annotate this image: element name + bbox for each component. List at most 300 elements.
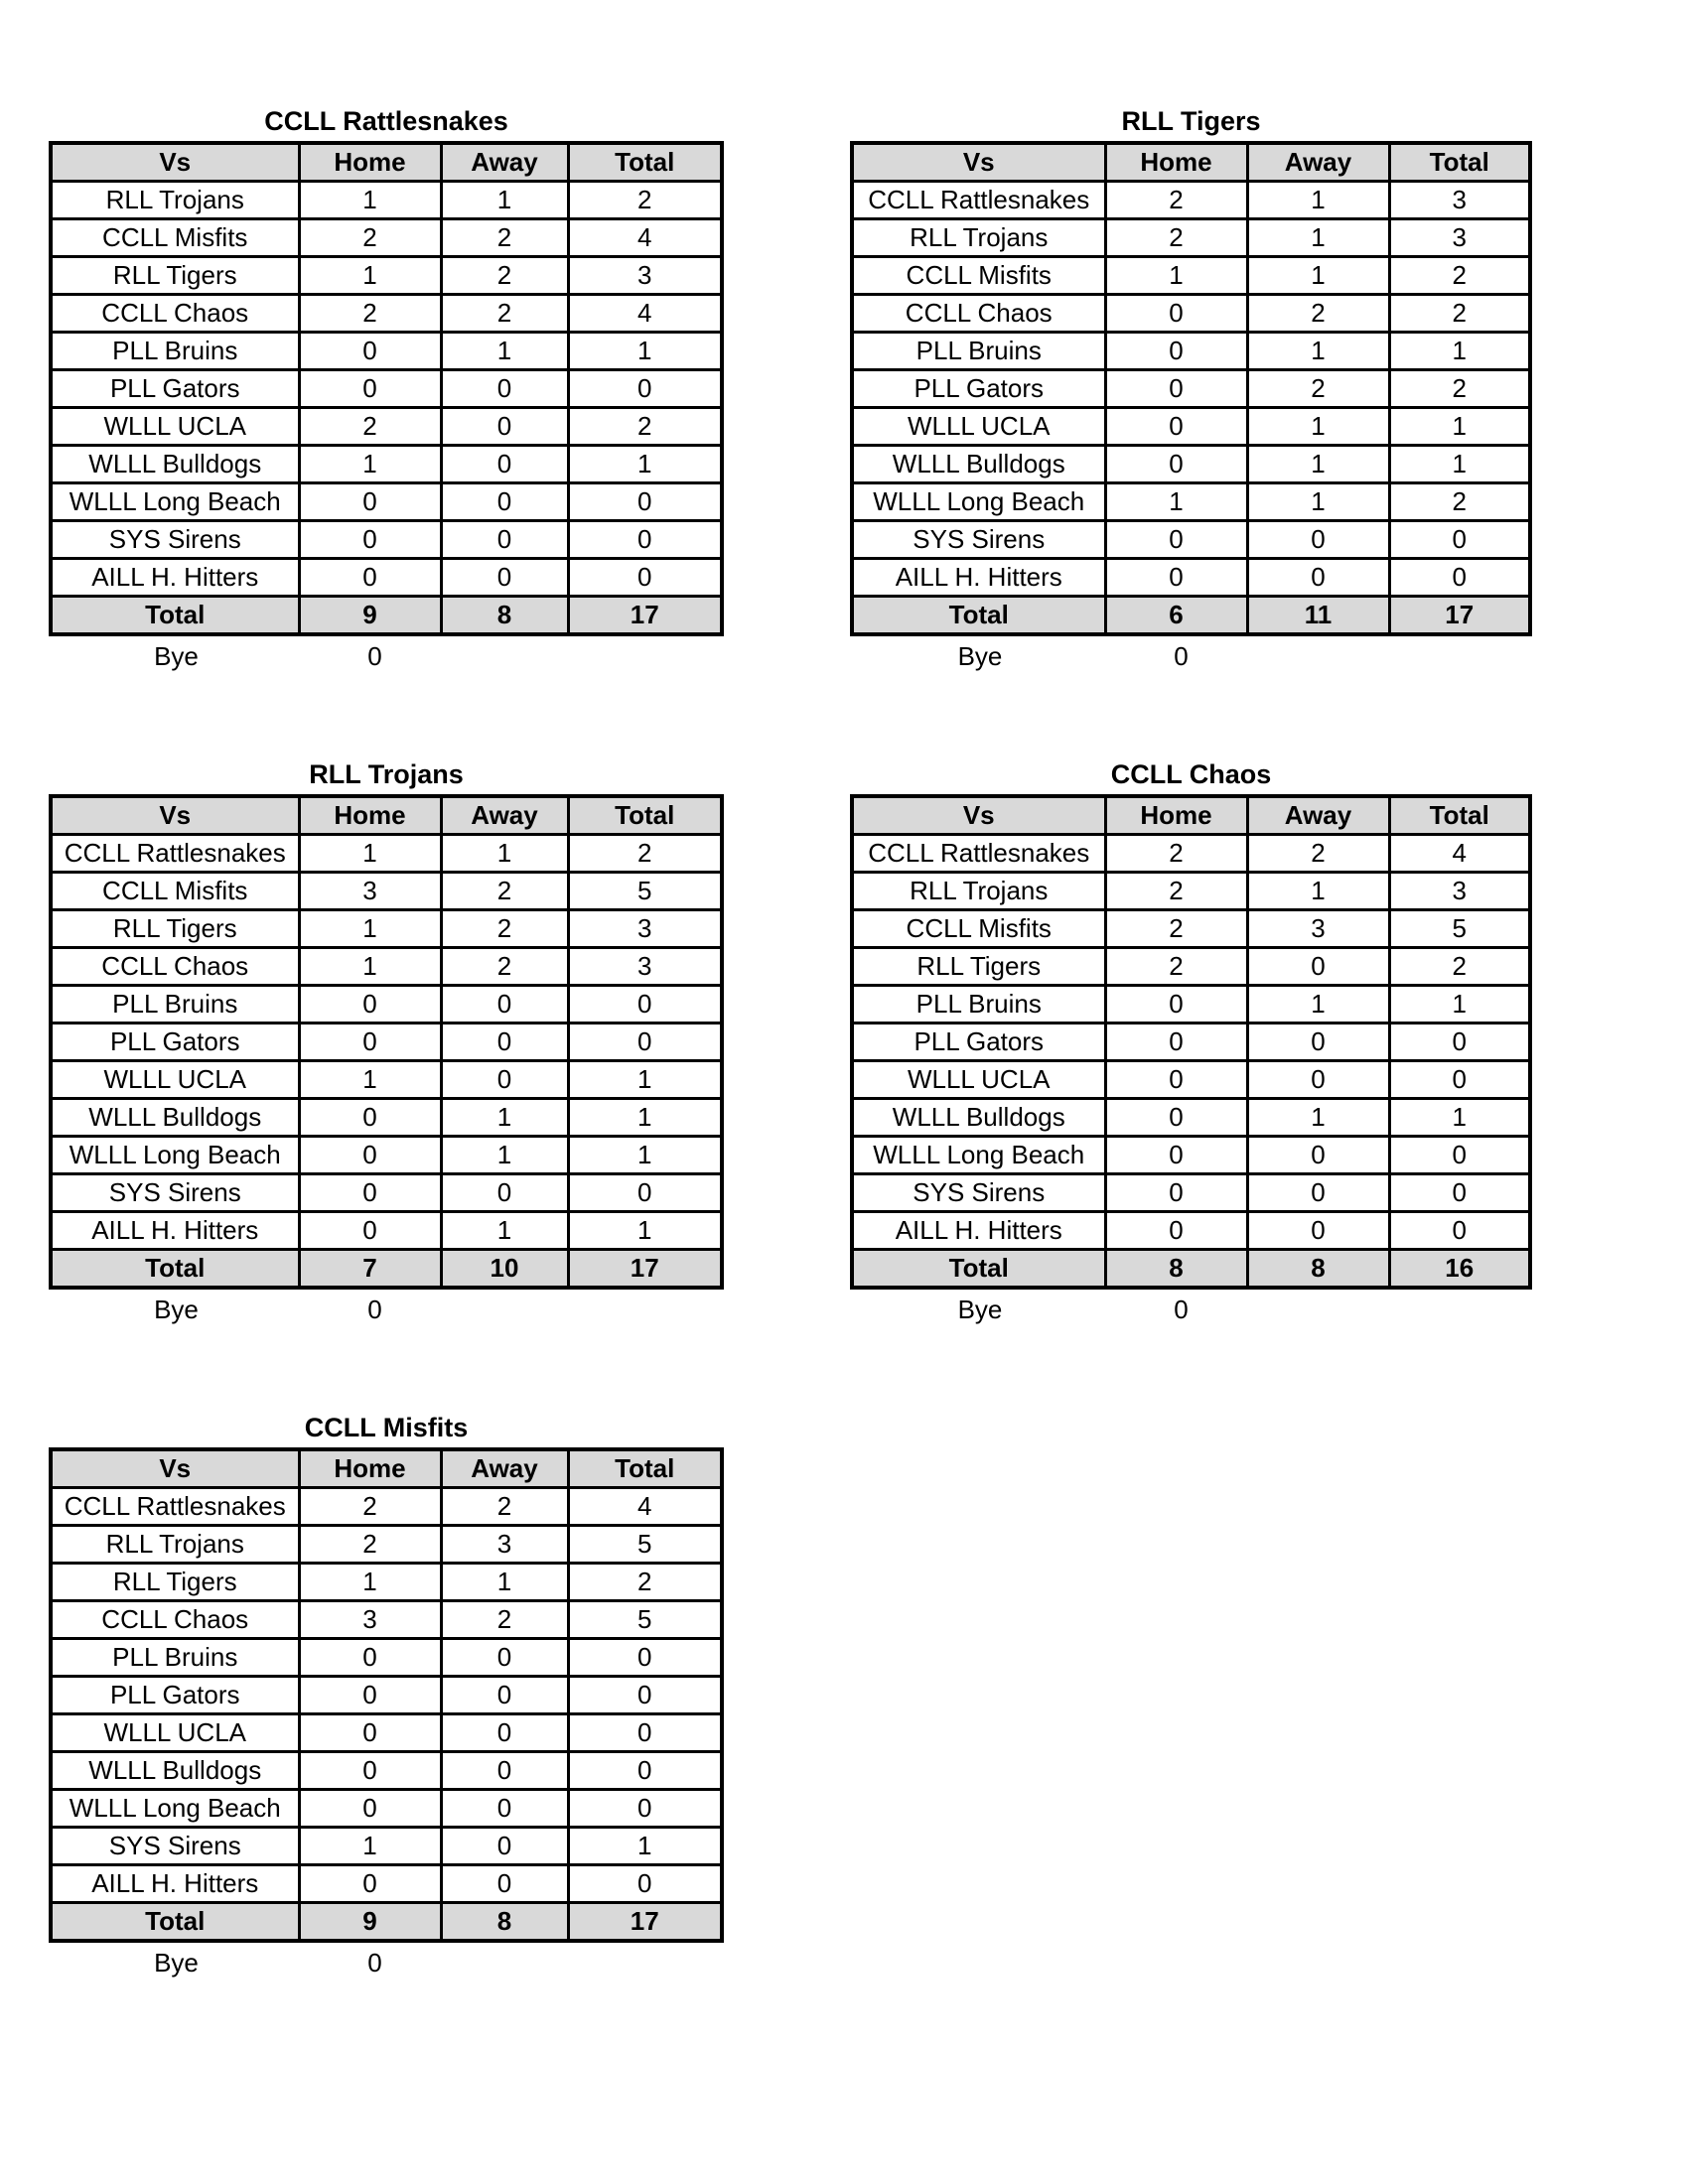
cell-vs: PLL Gators: [51, 1677, 299, 1714]
column-header-home: Home: [299, 796, 441, 835]
cell-home: 2: [299, 295, 441, 333]
cell-total: 0: [568, 1752, 722, 1790]
table-row: [51, 559, 722, 597]
totals-home: 6: [1105, 597, 1247, 635]
column-header-total: Total: [568, 1449, 722, 1488]
cell-away: 2: [1247, 370, 1389, 408]
cell-vs: WLLL UCLA: [51, 1714, 299, 1752]
cell-away: 2: [441, 257, 568, 295]
cell-away: 0: [1247, 1061, 1389, 1099]
table-row: [51, 1828, 722, 1865]
column-header-total: Total: [1389, 143, 1530, 182]
cell-away: 1: [1247, 873, 1389, 910]
column-header-away: Away: [441, 796, 568, 835]
cell-vs: RLL Trojans: [852, 873, 1105, 910]
cell-vs: WLLL Long Beach: [51, 1790, 299, 1828]
cell-total: 4: [1389, 835, 1530, 873]
cell-home: 0: [1105, 1024, 1247, 1061]
cell-away: 1: [441, 182, 568, 219]
cell-vs: RLL Trojans: [852, 219, 1105, 257]
cell-vs: PLL Gators: [51, 370, 299, 408]
cell-vs: WLLL Bulldogs: [51, 446, 299, 483]
table-row: [852, 1137, 1530, 1174]
cell-away: 1: [441, 333, 568, 370]
cell-away: 2: [441, 295, 568, 333]
cell-home: 2: [1105, 182, 1247, 219]
totals-total: 17: [568, 597, 722, 635]
cell-home: 0: [1105, 408, 1247, 446]
cell-total: 0: [1389, 521, 1530, 559]
column-header-away: Away: [1247, 796, 1389, 835]
table-block-rll-tigers: [850, 101, 1532, 676]
totals-away: 8: [441, 597, 568, 635]
cell-total: 1: [1389, 446, 1530, 483]
cell-total: 2: [568, 1564, 722, 1601]
cell-away: 2: [441, 948, 568, 986]
column-header-vs: Vs: [51, 1449, 299, 1488]
table-block-ccll-misfits: [49, 1408, 724, 1982]
table-row: [51, 910, 722, 948]
cell-total: 0: [1389, 1137, 1530, 1174]
cell-away: 1: [1247, 1099, 1389, 1137]
table-row: [852, 370, 1530, 408]
table-row: [852, 257, 1530, 295]
cell-away: 1: [1247, 408, 1389, 446]
cell-home: 1: [1105, 483, 1247, 521]
cell-away: 1: [1247, 986, 1389, 1024]
header-row: [51, 1449, 722, 1488]
cell-home: 0: [1105, 521, 1247, 559]
table-row: [51, 1024, 722, 1061]
cell-vs: SYS Sirens: [852, 521, 1105, 559]
table-row: [51, 835, 722, 873]
cell-vs: PLL Gators: [51, 1024, 299, 1061]
cell-away: 0: [1247, 1137, 1389, 1174]
cell-vs: AILL H. Hitters: [51, 559, 299, 597]
standings-table: [850, 141, 1532, 636]
cell-away: 0: [441, 370, 568, 408]
cell-home: 2: [1105, 835, 1247, 873]
totals-home: 8: [1105, 1250, 1247, 1289]
cell-total: 2: [568, 408, 722, 446]
cell-away: 2: [1247, 295, 1389, 333]
column-header-total: Total: [1389, 796, 1530, 835]
cell-vs: CCLL Misfits: [51, 219, 299, 257]
table-row: [51, 873, 722, 910]
header-row: [852, 143, 1530, 182]
cell-vs: CCLL Misfits: [51, 873, 299, 910]
cell-away: 2: [441, 873, 568, 910]
cell-home: 1: [299, 1828, 441, 1865]
cell-away: 0: [441, 408, 568, 446]
table-row: [852, 446, 1530, 483]
cell-total: 2: [568, 835, 722, 873]
cell-vs: PLL Bruins: [852, 986, 1105, 1024]
cell-home: 1: [299, 910, 441, 948]
table-row: [852, 333, 1530, 370]
cell-total: 5: [568, 1601, 722, 1639]
cell-total: 3: [568, 910, 722, 948]
cell-vs: WLLL UCLA: [51, 408, 299, 446]
table-row: [51, 333, 722, 370]
cell-total: 0: [568, 521, 722, 559]
bye-label: Bye: [154, 1295, 199, 1324]
cell-away: 0: [441, 559, 568, 597]
cell-total: 0: [568, 1677, 722, 1714]
table-row: [51, 1061, 722, 1099]
cell-vs: PLL Bruins: [852, 333, 1105, 370]
cell-vs: SYS Sirens: [852, 1174, 1105, 1212]
cell-vs: PLL Bruins: [51, 986, 299, 1024]
cell-total: 2: [1389, 257, 1530, 295]
cell-vs: RLL Tigers: [51, 1564, 299, 1601]
cell-total: 3: [1389, 182, 1530, 219]
bye-value: 0: [1174, 641, 1189, 671]
totals-label: Total: [51, 1903, 299, 1942]
totals-label: Total: [852, 597, 1105, 635]
standings-table: [49, 794, 724, 1290]
standings-table: [49, 1447, 724, 1943]
column-header-vs: Vs: [852, 796, 1105, 835]
cell-vs: WLLL Long Beach: [51, 1137, 299, 1174]
cell-away: 0: [441, 986, 568, 1024]
bye-label: Bye: [957, 1295, 1003, 1324]
cell-away: 0: [441, 1752, 568, 1790]
cell-vs: CCLL Rattlesnakes: [51, 1488, 299, 1526]
totals-away: 8: [441, 1903, 568, 1942]
totals-row: [51, 1903, 722, 1942]
cell-away: 3: [441, 1526, 568, 1564]
table-row: [51, 986, 722, 1024]
cell-away: 0: [441, 483, 568, 521]
cell-total: 0: [568, 559, 722, 597]
cell-total: 1: [1389, 408, 1530, 446]
totals-label: Total: [51, 597, 299, 635]
cell-total: 0: [568, 1865, 722, 1903]
cell-away: 0: [1247, 1174, 1389, 1212]
column-header-away: Away: [441, 1449, 568, 1488]
table-row: [51, 1526, 722, 1564]
header-row: [51, 796, 722, 835]
cell-away: 2: [441, 910, 568, 948]
bye-value: 0: [1174, 1295, 1189, 1324]
cell-vs: SYS Sirens: [51, 1828, 299, 1865]
cell-home: 0: [1105, 1099, 1247, 1137]
bye-label: Bye: [154, 1948, 199, 1978]
bye-label: Bye: [154, 641, 199, 671]
cell-vs: CCLL Rattlesnakes: [852, 835, 1105, 873]
cell-total: 0: [568, 1174, 722, 1212]
bye-row: [850, 636, 1532, 676]
cell-vs: PLL Bruins: [51, 333, 299, 370]
cell-total: 2: [1389, 370, 1530, 408]
table-row: [51, 219, 722, 257]
table-row: [852, 1212, 1530, 1250]
header-row: [51, 143, 722, 182]
cell-home: 0: [1105, 295, 1247, 333]
cell-home: 1: [299, 835, 441, 873]
totals-away: 10: [441, 1250, 568, 1289]
cell-total: 3: [1389, 873, 1530, 910]
cell-away: 0: [441, 1828, 568, 1865]
table-row: [51, 1790, 722, 1828]
totals-total: 17: [1389, 597, 1530, 635]
table-title: CCLL Rattlesnakes: [264, 106, 508, 136]
bye-value: 0: [367, 1948, 382, 1978]
cell-away: 1: [441, 1137, 568, 1174]
table-row: [51, 257, 722, 295]
cell-home: 0: [299, 1137, 441, 1174]
cell-away: 1: [441, 1099, 568, 1137]
cell-total: 0: [568, 1790, 722, 1828]
standings-table: [49, 141, 724, 636]
cell-vs: CCLL Chaos: [51, 1601, 299, 1639]
cell-vs: PLL Bruins: [51, 1639, 299, 1677]
cell-away: 0: [1247, 559, 1389, 597]
cell-total: 4: [568, 219, 722, 257]
cell-home: 0: [299, 370, 441, 408]
cell-away: 0: [441, 446, 568, 483]
table-row: [51, 1137, 722, 1174]
cell-vs: WLLL UCLA: [852, 1061, 1105, 1099]
column-header-home: Home: [1105, 796, 1247, 835]
cell-total: 3: [568, 948, 722, 986]
table-row: [51, 295, 722, 333]
cell-away: 2: [441, 219, 568, 257]
table-row: [852, 873, 1530, 910]
column-header-home: Home: [299, 1449, 441, 1488]
totals-label: Total: [852, 1250, 1105, 1289]
cell-away: 0: [441, 1174, 568, 1212]
totals-row: [51, 1250, 722, 1289]
cell-away: 1: [441, 835, 568, 873]
cell-home: 0: [299, 1024, 441, 1061]
table-row: [51, 1677, 722, 1714]
cell-vs: WLLL UCLA: [51, 1061, 299, 1099]
column-header-home: Home: [1105, 143, 1247, 182]
cell-away: 2: [441, 1488, 568, 1526]
cell-away: 0: [441, 1714, 568, 1752]
totals-label: Total: [51, 1250, 299, 1289]
column-header-home: Home: [299, 143, 441, 182]
cell-away: 0: [441, 1061, 568, 1099]
totals-row: [852, 1250, 1530, 1289]
cell-home: 0: [299, 1099, 441, 1137]
cell-vs: WLLL Bulldogs: [51, 1752, 299, 1790]
cell-away: 1: [1247, 219, 1389, 257]
cell-vs: WLLL Long Beach: [852, 483, 1105, 521]
table-row: [852, 408, 1530, 446]
bye-row: [49, 1290, 724, 1329]
cell-home: 0: [299, 1865, 441, 1903]
bye-value: 0: [367, 641, 382, 671]
cell-away: 3: [1247, 910, 1389, 948]
cell-vs: SYS Sirens: [51, 521, 299, 559]
cell-away: 0: [441, 1024, 568, 1061]
cell-home: 0: [299, 559, 441, 597]
cell-vs: RLL Tigers: [51, 910, 299, 948]
table-row: [51, 521, 722, 559]
cell-away: 1: [1247, 182, 1389, 219]
totals-row: [51, 597, 722, 635]
cell-vs: AILL H. Hitters: [51, 1212, 299, 1250]
cell-vs: CCLL Rattlesnakes: [852, 182, 1105, 219]
table-row: [852, 1024, 1530, 1061]
bye-row: [850, 1290, 1532, 1329]
cell-vs: RLL Tigers: [51, 257, 299, 295]
cell-vs: WLLL Bulldogs: [51, 1099, 299, 1137]
cell-away: 2: [1247, 835, 1389, 873]
cell-vs: CCLL Misfits: [852, 910, 1105, 948]
table-row: [51, 1639, 722, 1677]
cell-vs: WLLL Long Beach: [852, 1137, 1105, 1174]
standings-table: [850, 794, 1532, 1290]
column-header-away: Away: [1247, 143, 1389, 182]
cell-home: 0: [299, 483, 441, 521]
table-row: [852, 295, 1530, 333]
cell-total: 2: [1389, 948, 1530, 986]
cell-total: 0: [1389, 1024, 1530, 1061]
cell-away: 0: [441, 1677, 568, 1714]
cell-vs: AILL H. Hitters: [51, 1865, 299, 1903]
table-row: [852, 182, 1530, 219]
cell-total: 3: [568, 257, 722, 295]
cell-total: 1: [568, 1212, 722, 1250]
cell-away: 0: [1247, 1212, 1389, 1250]
table-block-rll-trojans: [49, 754, 724, 1329]
cell-home: 2: [1105, 948, 1247, 986]
column-header-vs: Vs: [51, 143, 299, 182]
totals-total: 16: [1389, 1250, 1530, 1289]
cell-vs: PLL Gators: [852, 1024, 1105, 1061]
table-block-ccll-rattlesnakes: [49, 101, 724, 676]
cell-total: 1: [1389, 333, 1530, 370]
cell-total: 0: [1389, 1061, 1530, 1099]
cell-away: 1: [441, 1564, 568, 1601]
table-title: CCLL Chaos: [1110, 759, 1272, 789]
column-header-total: Total: [568, 143, 722, 182]
table-row: [852, 948, 1530, 986]
cell-home: 0: [299, 1212, 441, 1250]
table-row: [852, 559, 1530, 597]
cell-home: 0: [299, 1790, 441, 1828]
cell-away: 0: [441, 1790, 568, 1828]
cell-home: 1: [299, 182, 441, 219]
bye-label: Bye: [957, 641, 1003, 671]
cell-home: 0: [299, 1714, 441, 1752]
cell-vs: AILL H. Hitters: [852, 1212, 1105, 1250]
cell-total: 1: [1389, 986, 1530, 1024]
cell-vs: WLLL UCLA: [852, 408, 1105, 446]
cell-home: 0: [299, 986, 441, 1024]
column-header-away: Away: [441, 143, 568, 182]
cell-vs: CCLL Rattlesnakes: [51, 835, 299, 873]
table-row: [51, 1714, 722, 1752]
cell-total: 0: [568, 370, 722, 408]
cell-vs: CCLL Chaos: [51, 948, 299, 986]
totals-total: 17: [568, 1903, 722, 1942]
cell-vs: WLLL Bulldogs: [852, 446, 1105, 483]
cell-vs: SYS Sirens: [51, 1174, 299, 1212]
table-row: [852, 910, 1530, 948]
cell-home: 0: [1105, 1061, 1247, 1099]
cell-home: 0: [299, 333, 441, 370]
cell-home: 2: [299, 1526, 441, 1564]
cell-vs: WLLL Long Beach: [51, 483, 299, 521]
table-row: [51, 1099, 722, 1137]
cell-vs: RLL Trojans: [51, 1526, 299, 1564]
cell-away: 0: [1247, 1024, 1389, 1061]
totals-away: 8: [1247, 1250, 1389, 1289]
table-row: [51, 948, 722, 986]
cell-away: 2: [441, 1601, 568, 1639]
table-row: [51, 1212, 722, 1250]
cell-home: 0: [1105, 333, 1247, 370]
table-row: [852, 835, 1530, 873]
cell-total: 1: [1389, 1099, 1530, 1137]
cell-vs: CCLL Chaos: [51, 295, 299, 333]
column-header-vs: Vs: [51, 796, 299, 835]
cell-total: 1: [568, 1061, 722, 1099]
cell-total: 0: [568, 1639, 722, 1677]
table-row: [51, 446, 722, 483]
table-row: [51, 408, 722, 446]
cell-home: 2: [1105, 873, 1247, 910]
cell-vs: RLL Trojans: [51, 182, 299, 219]
table-row: [51, 1174, 722, 1212]
cell-total: 1: [568, 1828, 722, 1865]
cell-total: 0: [568, 483, 722, 521]
cell-total: 2: [1389, 483, 1530, 521]
cell-home: 2: [1105, 910, 1247, 948]
cell-home: 0: [299, 1639, 441, 1677]
table-row: [852, 1099, 1530, 1137]
table-row: [51, 1865, 722, 1903]
cell-total: 1: [568, 446, 722, 483]
table-row: [51, 483, 722, 521]
cell-total: 0: [1389, 559, 1530, 597]
table-title: RLL Trojans: [309, 759, 464, 789]
cell-vs: CCLL Chaos: [852, 295, 1105, 333]
cell-total: 5: [568, 873, 722, 910]
cell-vs: AILL H. Hitters: [852, 559, 1105, 597]
cell-total: 2: [568, 182, 722, 219]
table-row: [51, 182, 722, 219]
cell-home: 0: [1105, 370, 1247, 408]
table-title: RLL Tigers: [1121, 106, 1261, 136]
cell-away: 0: [441, 1639, 568, 1677]
cell-total: 1: [568, 1099, 722, 1137]
cell-home: 0: [1105, 559, 1247, 597]
cell-total: 1: [568, 1137, 722, 1174]
table-row: [51, 1752, 722, 1790]
cell-home: 2: [299, 408, 441, 446]
table-row: [852, 219, 1530, 257]
column-header-vs: Vs: [852, 143, 1105, 182]
bye-row: [49, 636, 724, 676]
cell-vs: CCLL Misfits: [852, 257, 1105, 295]
table-row: [852, 1061, 1530, 1099]
cell-total: 1: [568, 333, 722, 370]
cell-away: 0: [441, 521, 568, 559]
cell-total: 0: [568, 1024, 722, 1061]
table-row: [852, 986, 1530, 1024]
cell-home: 1: [1105, 257, 1247, 295]
cell-home: 1: [299, 1061, 441, 1099]
table-row: [852, 521, 1530, 559]
cell-total: 0: [1389, 1174, 1530, 1212]
cell-vs: RLL Tigers: [852, 948, 1105, 986]
